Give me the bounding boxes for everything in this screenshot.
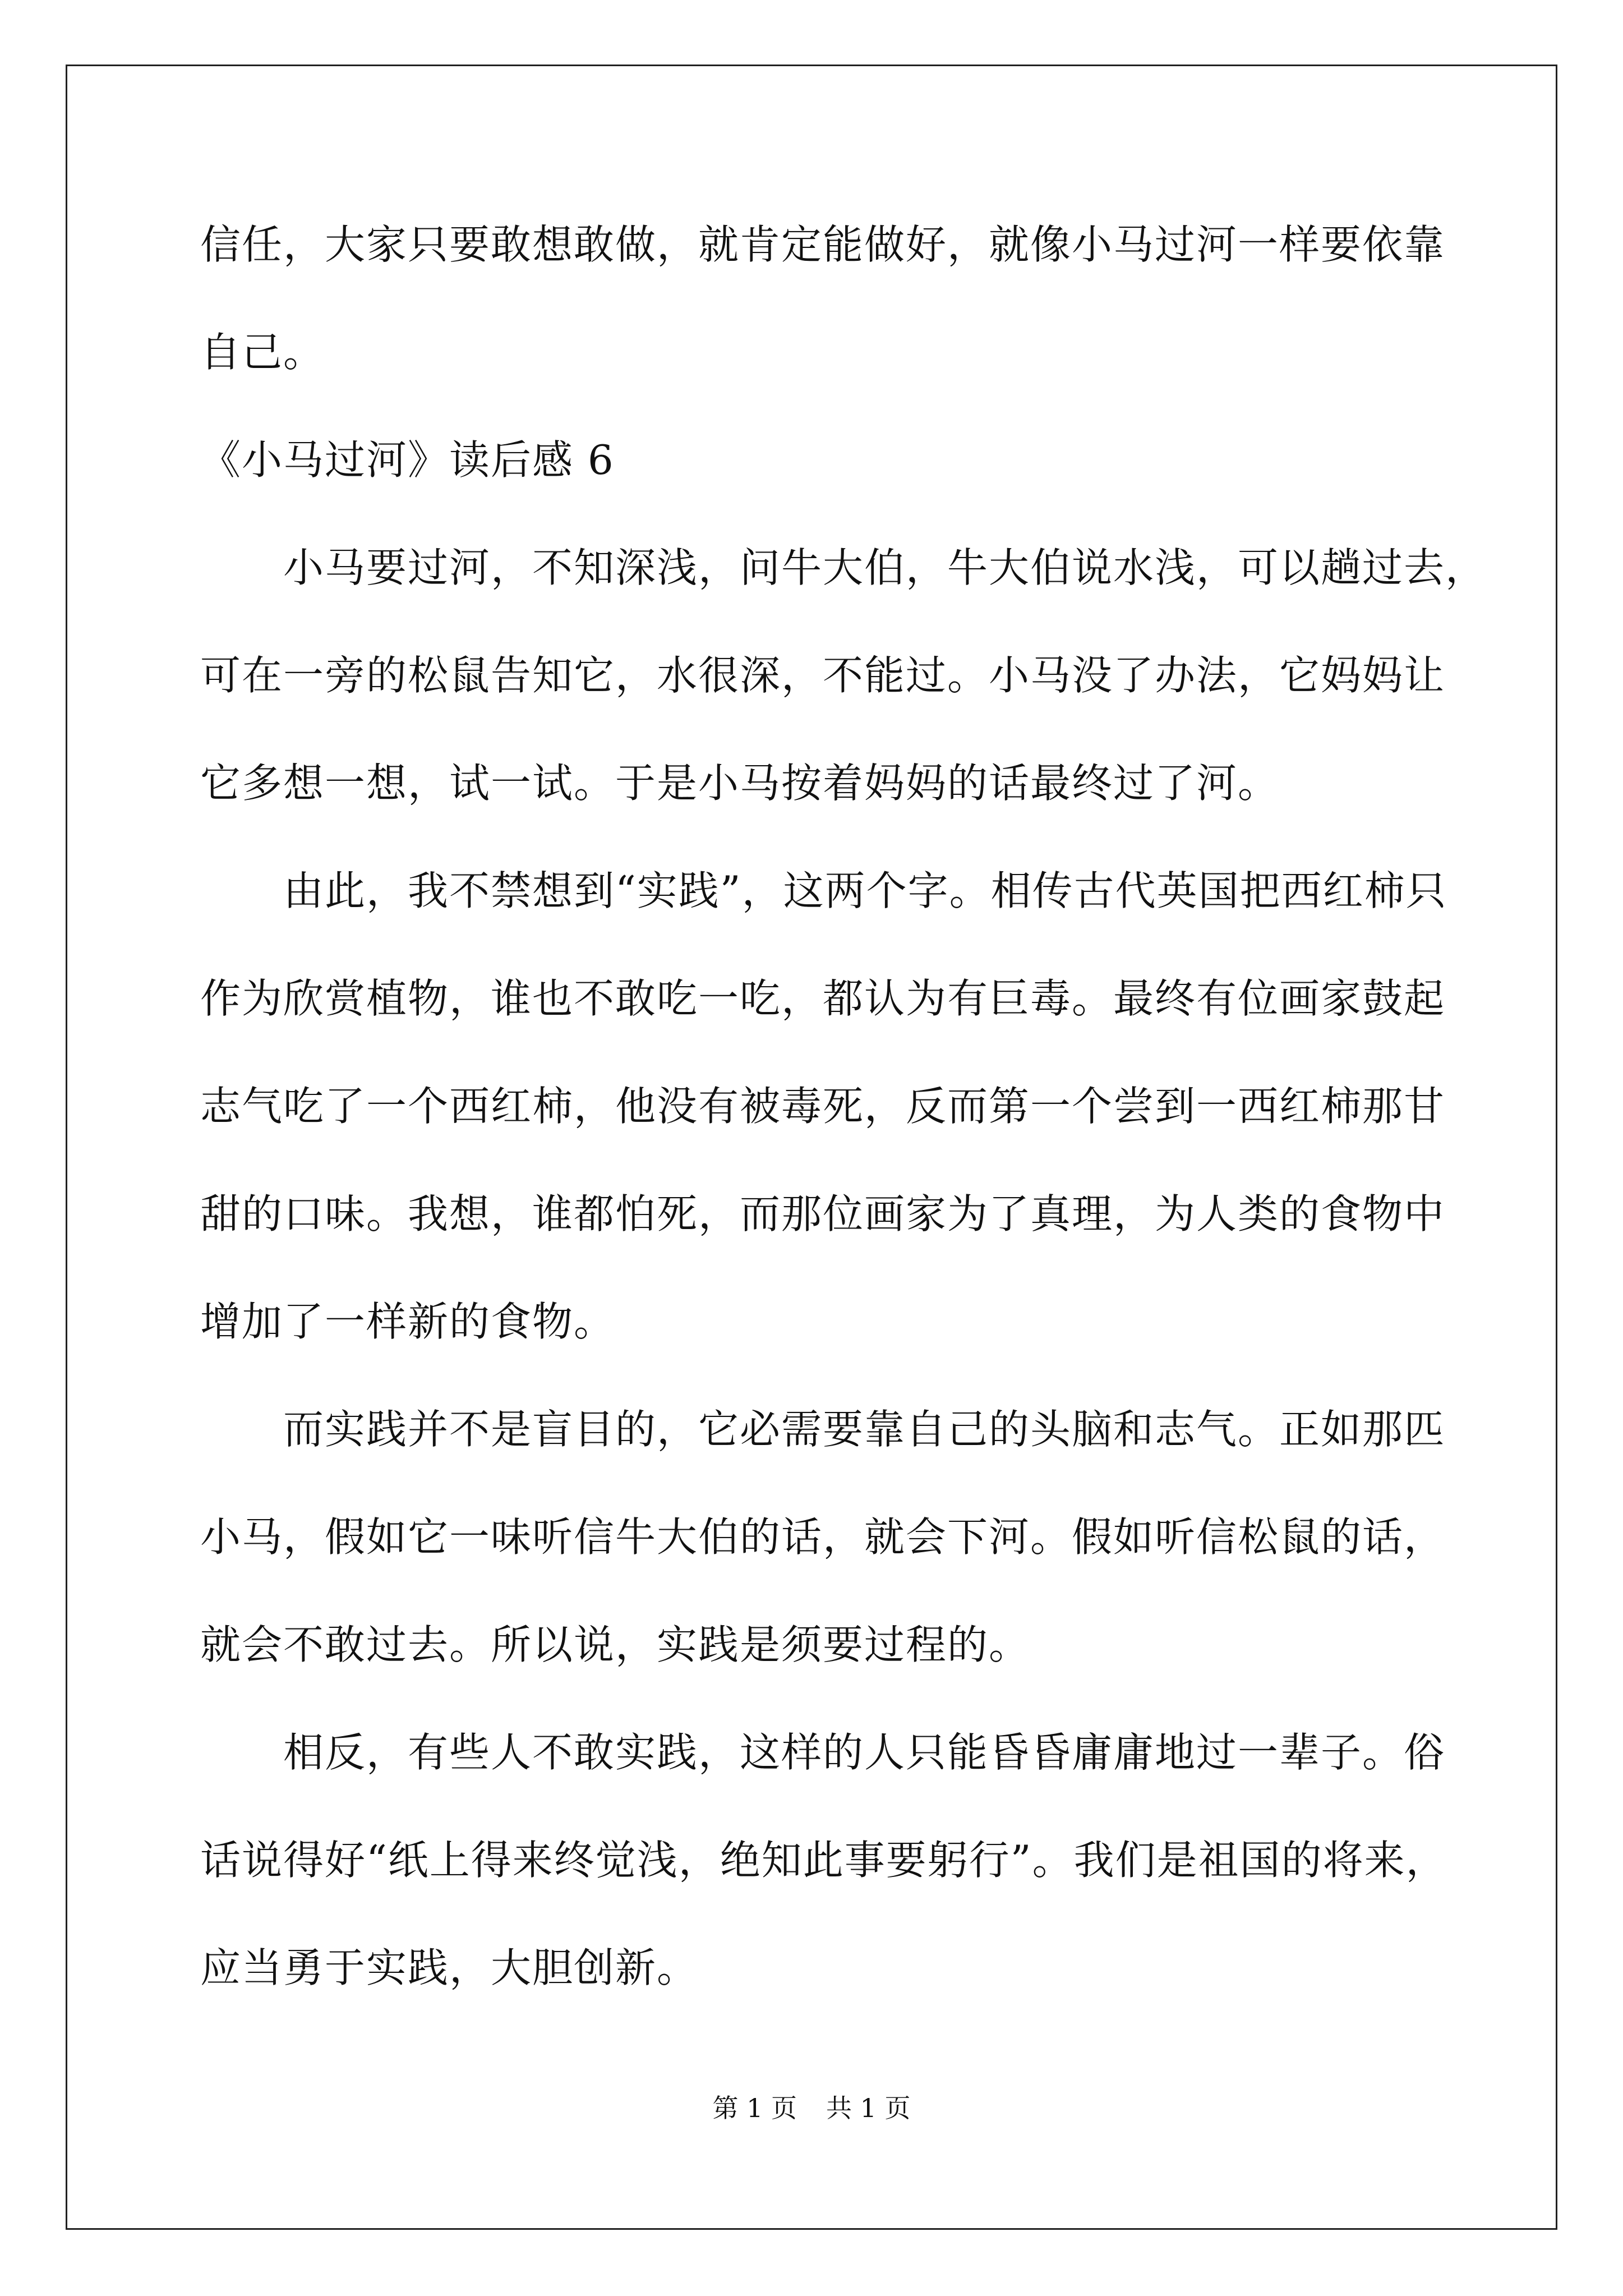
- text-line: 志气吃了一个西红柿，他没有被毒死，反而第一个尝到一西红柿那甘: [200, 1083, 1446, 1130]
- paragraph-start: 相反，有些人不敢实践，这样的人只能昏昏庸庸地过一辈子。俗: [283, 1729, 1446, 1776]
- paragraph-start: 小马要过河，不知深浅，问牛大伯，牛大伯说水浅，可以趟过去，: [283, 544, 1487, 591]
- page-footer: [0, 2091, 1623, 2125]
- text-line: 可在一旁的松鼠告知它，水很深，不能过。小马没了办法，它妈妈让: [200, 652, 1446, 699]
- text-line: 小马，假如它一味听信牛大伯的话，就会下河。假如听信松鼠的话，: [200, 1513, 1446, 1561]
- section-heading: 《小马过河》读后感 6: [200, 436, 615, 484]
- text-line: 甜的口味。我想，谁都怕死，而那位画家为了真理，为人类的食物中: [200, 1190, 1446, 1237]
- document-body: [200, 191, 1487, 2022]
- text-line: 信任，大家只要敢想敢做，就肯定能做好，就像小马过河一样要依靠: [200, 221, 1446, 268]
- text-line: 自己。: [200, 329, 325, 376]
- text-line: 作为欣赏植物，谁也不敢吃一吃，都认为有巨毒。最终有位画家鼓起: [200, 975, 1446, 1022]
- text-line: 增加了一样新的食物。: [200, 1298, 616, 1345]
- text-line: 话说得好“纸上得来终觉浅，绝知此事要躬行”。我们是祖国的将来，: [200, 1837, 1447, 1884]
- page-number: 第 1 页: [712, 2093, 797, 2123]
- text-line: 应当勇于实践，大胆创新。: [200, 1944, 699, 1991]
- paragraph-start: 而实践并不是盲目的，它必需要靠自己的头脑和志气。正如那匹: [283, 1406, 1446, 1453]
- paragraph-start: 由此，我不禁想到“实践”，这两个字。相传古代英国把西红柿只: [283, 867, 1447, 914]
- text-line: 它多想一想，试一试。于是小马按着妈妈的话最终过了河。: [200, 760, 1280, 807]
- text-line: 就会不敢过去。所以说，实践是须要过程的。: [200, 1621, 1031, 1668]
- page-total: 共 1 页: [826, 2093, 911, 2123]
